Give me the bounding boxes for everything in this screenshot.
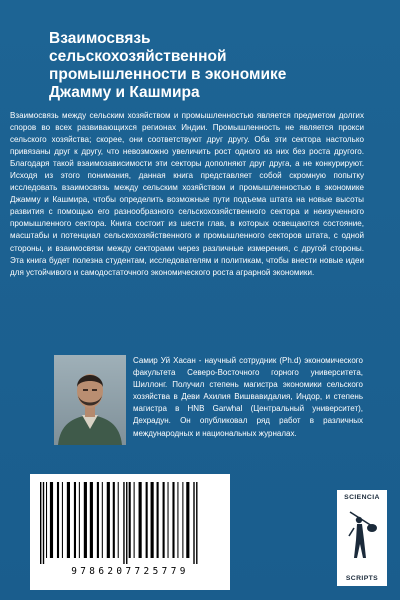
publisher-name-top: SCIENCIA	[344, 494, 380, 501]
author-bio: Самир Уй Хасан - научный сотрудник (Ph.d) экономического факультета Северо-Восточного горного университета, Шиллонг. Получил степень магистра экономики сельского хозяйства в Деви Ахилия Вишвавидалия, Индор, и степень магистра в HNB Garwhal (Центральный университет), Дехрадун. Он опубликовал ряд работ в различных международных и национальных журналах.	[133, 356, 363, 438]
book-title	[49, 30, 389, 102]
barcode-bar	[40, 482, 41, 564]
author-photo	[54, 355, 126, 445]
barcode-bar	[67, 482, 70, 558]
barcode-bar	[146, 482, 148, 558]
barcode-bar	[186, 482, 189, 558]
barcode-bar	[139, 482, 142, 558]
barcode-bar	[74, 482, 76, 558]
barcode	[30, 474, 230, 590]
book-description: Взаимосвязь между сельским хозяйством и промышленностью является предметом долгих споров во всех развивающихся регионах Индии. Промышленность не является прокси сельского хозяйства; скорее, они соответствуют друг другу. Оба эти сектора настолько привязаны друг к другу, что невозможно увеличить рост одного из них без роста другого. Благодаря такой взаимозависимости эти секторы дополняют друг друга, а не конкурируют. Исходя из этого понимания, данная книга представляет собой скромную попытку исследовать взаимосвязь между сельским хозяйством и промышленностью в экономике Джамму и Кашмира, чтобы определить возможные пути подъема штата на новые высоты развития с помощью его разнообразного сельскохозяйственного сектора и неизученного промышленного сектора. Книга состоит из шести глав, в которых освещаются состояние, масштабы и потенциал сельскохозяйственного и промышленного секторов штата, с одной стороны, и взаимосвязи между секторами через различные измерения, с другой стороны. Эта книга будет полезна студентам, исследователям и политикам, чтобы внести новые идеи для устойчивого и самодостаточного экономического роста аграрной экономики.	[10, 111, 364, 277]
barcode-bar	[163, 482, 165, 558]
barcode-bar	[57, 482, 59, 558]
barcode-bar	[157, 482, 159, 558]
barcode-bar	[193, 482, 194, 564]
barcode-bar	[129, 482, 131, 558]
barcode-bar	[123, 482, 124, 564]
barcode-bar	[79, 482, 80, 558]
barcode-bar	[151, 482, 154, 558]
barcode-bar	[118, 482, 119, 558]
title-line: Взаимосвязь	[49, 30, 151, 47]
publisher-name-bottom: SCRIPTS	[345, 575, 379, 582]
barcode-bar	[84, 482, 87, 558]
barcode-bar	[46, 482, 47, 558]
barcode-bar	[172, 482, 174, 558]
barcode-bar	[90, 482, 93, 558]
barcode-bar	[126, 482, 127, 564]
barcode-bar	[107, 482, 110, 558]
barcode-bar	[43, 482, 44, 564]
title-line: промышленности в экономике	[49, 66, 287, 83]
barcode-bars	[38, 482, 222, 564]
barcode-bar	[196, 482, 197, 564]
barcode-bar	[182, 482, 183, 558]
barcode-bar	[62, 482, 63, 558]
publisher-logo	[337, 490, 387, 586]
isbn-number: 9786207725779	[71, 566, 189, 577]
barcode-bar	[168, 482, 169, 558]
barcode-bar	[113, 482, 115, 558]
barcode-bar	[177, 482, 178, 558]
barcode-bar	[50, 482, 53, 558]
traveler-with-bundle-icon	[346, 506, 378, 570]
barcode-bar	[134, 482, 135, 558]
barcode-bar	[97, 482, 99, 558]
barcode-bar	[102, 482, 103, 558]
title-line: Джамму и Кашмира	[49, 84, 200, 101]
title-line: сельскохозяйственной	[49, 48, 227, 65]
